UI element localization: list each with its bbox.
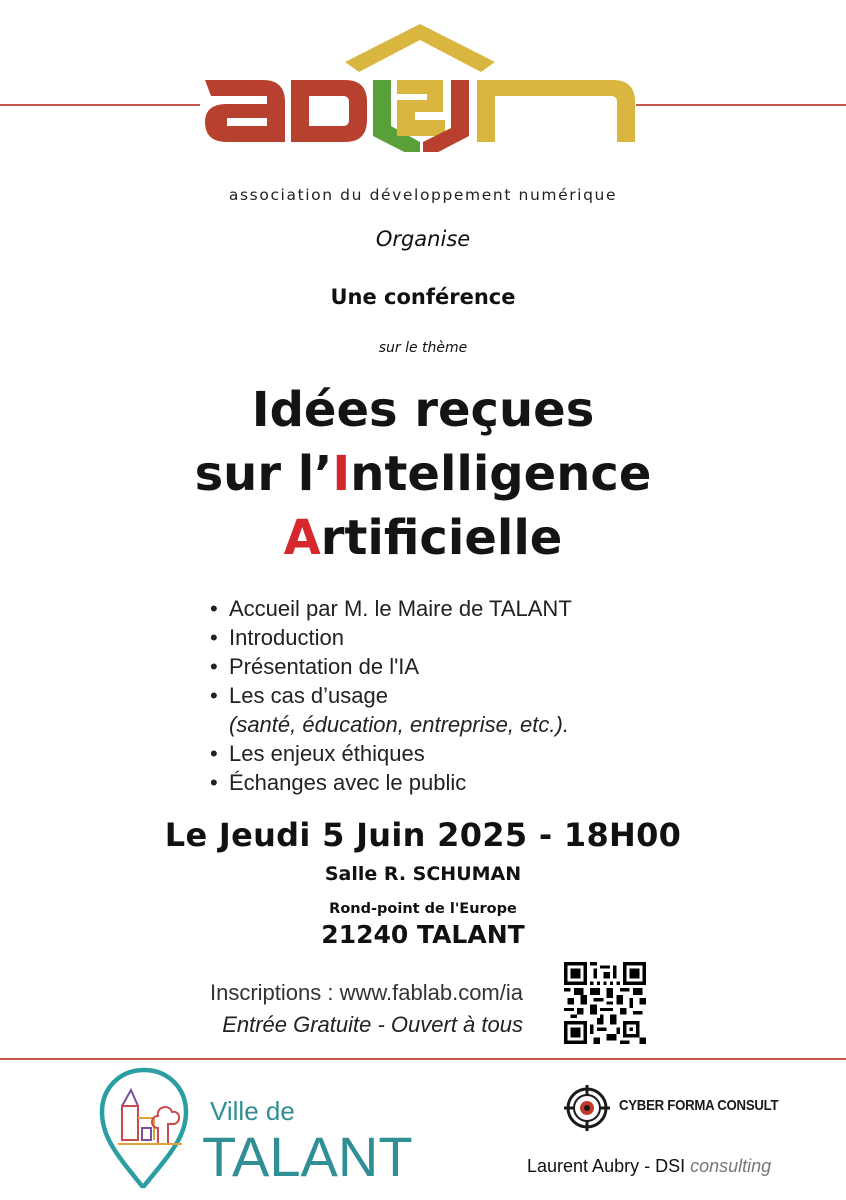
author-credit: [527, 1156, 771, 1177]
title-line-1: Idées reçues: [251, 382, 595, 438]
free-entry-text: Entrée Gratuite - Ouvert à tous: [222, 1012, 523, 1037]
ville-de-talant-logo: [98, 1066, 428, 1190]
crosshair-icon: [564, 1085, 610, 1131]
footer-rule: [0, 1058, 846, 1060]
conference-title: [0, 378, 846, 570]
event-street: Rond-point de l'Europe: [329, 901, 517, 917]
title-line-3-suffix: rtificielle: [320, 510, 563, 566]
program-item: • Les cas d’usage: [210, 681, 572, 710]
program-item: • Les enjeux éthiques: [210, 739, 572, 768]
ville-de-text: Ville de: [210, 1096, 295, 1126]
conference-heading: Une conférence: [330, 285, 516, 309]
title-line-2-suffix: ntelligence: [350, 446, 652, 502]
program-list: [210, 594, 572, 797]
talant-text: TALANT: [202, 1125, 413, 1188]
program-item: • Accueil par M. le Maire de TALANT: [210, 594, 572, 623]
event-date: Le Jeudi 5 Juin 2025 - 18H00: [164, 816, 682, 854]
ad2n-logo: [205, 22, 635, 152]
theme-caption: sur le thème: [378, 340, 468, 356]
author-name: Laurent Aubry - DSI: [527, 1156, 691, 1176]
program-item-note: (santé, éducation, entreprise, etc.).: [229, 712, 569, 737]
consulting-word: consulting: [690, 1156, 772, 1176]
title-red-letter-a: A: [283, 510, 321, 566]
title-line-2-prefix: sur l’: [194, 446, 333, 502]
header-rule-left: [0, 104, 200, 106]
header-rule-right: [636, 104, 846, 106]
event-room: Salle R. SCHUMAN: [324, 863, 522, 885]
organise-text: Organise: [375, 227, 471, 251]
title-line-3: [0, 506, 846, 570]
registration-link[interactable]: Inscriptions : www.fablab.com/ia: [209, 980, 523, 1005]
title-line-2: [0, 442, 846, 506]
title-red-letter-i: I: [332, 446, 351, 502]
cyber-forma-consult-logo-text: CYBER FORMA CONSULT: [619, 1097, 779, 1114]
program-item: • Échanges avec le public: [210, 768, 572, 797]
event-city: 21240 TALANT: [321, 920, 525, 949]
association-tagline: association du développement numérique: [228, 186, 618, 204]
program-item: • Présentation de l'IA: [210, 652, 572, 681]
qr-code-icon[interactable]: [564, 962, 646, 1044]
program-item: • Introduction: [210, 623, 572, 652]
